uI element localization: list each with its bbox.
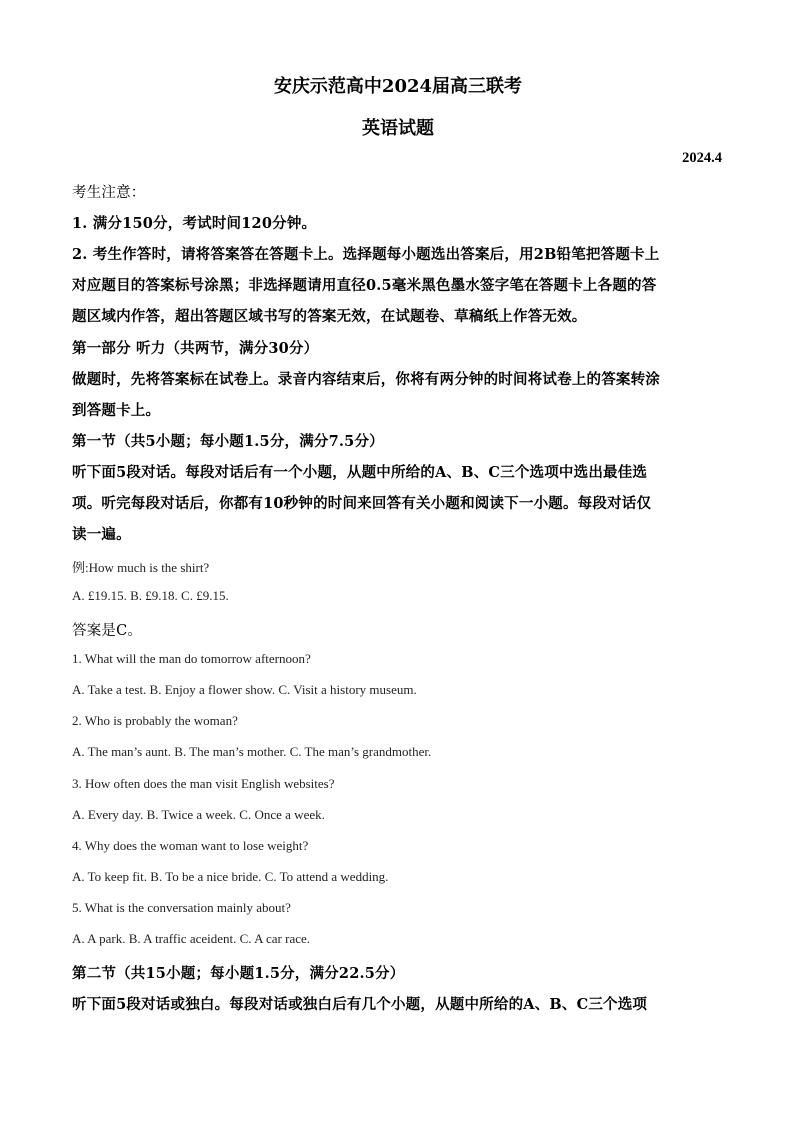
notice-item-2-line-3: 题区域内作答，超出答题区域书写的答案无效，在试题卷、草稿纸上作答无效。 bbox=[72, 308, 587, 325]
question-3: 3. How often does the man visit English websites? bbox=[72, 776, 335, 791]
section1-heading: 第一节（共5小题；每小题1.5分，满分7.5分） bbox=[72, 433, 384, 450]
question-5-options: A. A park. B. A traffic aceident. C. A car race. bbox=[72, 931, 311, 946]
notice-heading: 考生注意： bbox=[72, 185, 146, 201]
section1-instructions-line-1: 听下面5段对话。每段对话后有一个小题，从题中所给的A、B、C三个选项中选出最佳选 bbox=[72, 464, 648, 481]
question-2-options: A. The man’s aunt. B. The man’s mother. C. The man’s grandmother. bbox=[72, 744, 432, 759]
notice-item-2-line-1: 2. 考生作答时，请将答案答在答题卡上。选择题每小题选出答案后，用2B铅笔把答题卡上 bbox=[72, 246, 660, 263]
section1-instructions-line-3: 读一遍。 bbox=[72, 526, 131, 543]
notice-item-2-line-2: 对应题目的答案标号涂黑；非选择题请用直径0.5毫米黑色墨水签字笔在答题卡上各题的答 bbox=[72, 277, 657, 294]
section2-heading: 第二节（共15小题；每小题1.5分，满分22.5分） bbox=[72, 965, 405, 982]
part1-heading: 第一部分 听力（共两节，满分30分） bbox=[72, 340, 319, 357]
notice-item-1: 1. 满分150分，考试时间120分钟。 bbox=[72, 215, 317, 232]
question-2: 2. Who is probably the woman? bbox=[72, 713, 238, 728]
part1-instructions-line-2: 到答题卡上。 bbox=[72, 402, 161, 419]
example-options: A. £19.15. B. £9.18. C. £9.15. bbox=[72, 588, 229, 603]
example-question: 例:How much is the shirt? bbox=[72, 560, 210, 575]
example-answer: 答案是C。 bbox=[72, 623, 143, 639]
section2-instructions-line-1: 听下面5段对话或独白。每段对话或独白后有几个小题，从题中所给的A、B、C三个选项 bbox=[72, 996, 648, 1013]
exam-subtitle: 英语试题 bbox=[362, 118, 434, 139]
section1-instructions-line-2: 项。听完每段对话后，你都有10秒钟的时间来回答有关小题和阅读下一小题。每段对话仅 bbox=[72, 495, 652, 512]
question-1-options: A. Take a test. B. Enjoy a flower show. C. Visit a history museum. bbox=[72, 682, 417, 697]
question-1: 1. What will the man do tomorrow afternoon? bbox=[72, 651, 311, 666]
exam-page bbox=[72, 0, 724, 1123]
exam-date: 2024.4 bbox=[682, 150, 722, 166]
question-4: 4. Why does the woman want to lose weight? bbox=[72, 838, 309, 853]
question-3-options: A. Every day. B. Twice a week. C. Once a week. bbox=[72, 807, 325, 822]
question-5: 5. What is the conversation mainly about? bbox=[72, 900, 291, 915]
question-4-options: A. To keep fit. B. To be a nice bride. C. To attend a wedding. bbox=[72, 869, 389, 884]
part1-instructions-line-1: 做题时，先将答案标在试卷上。录音内容结束后，你将有两分钟的时间将试卷上的答案转涂 bbox=[72, 371, 660, 388]
exam-title: 安庆示范高中2024届高三联考 bbox=[273, 76, 523, 97]
